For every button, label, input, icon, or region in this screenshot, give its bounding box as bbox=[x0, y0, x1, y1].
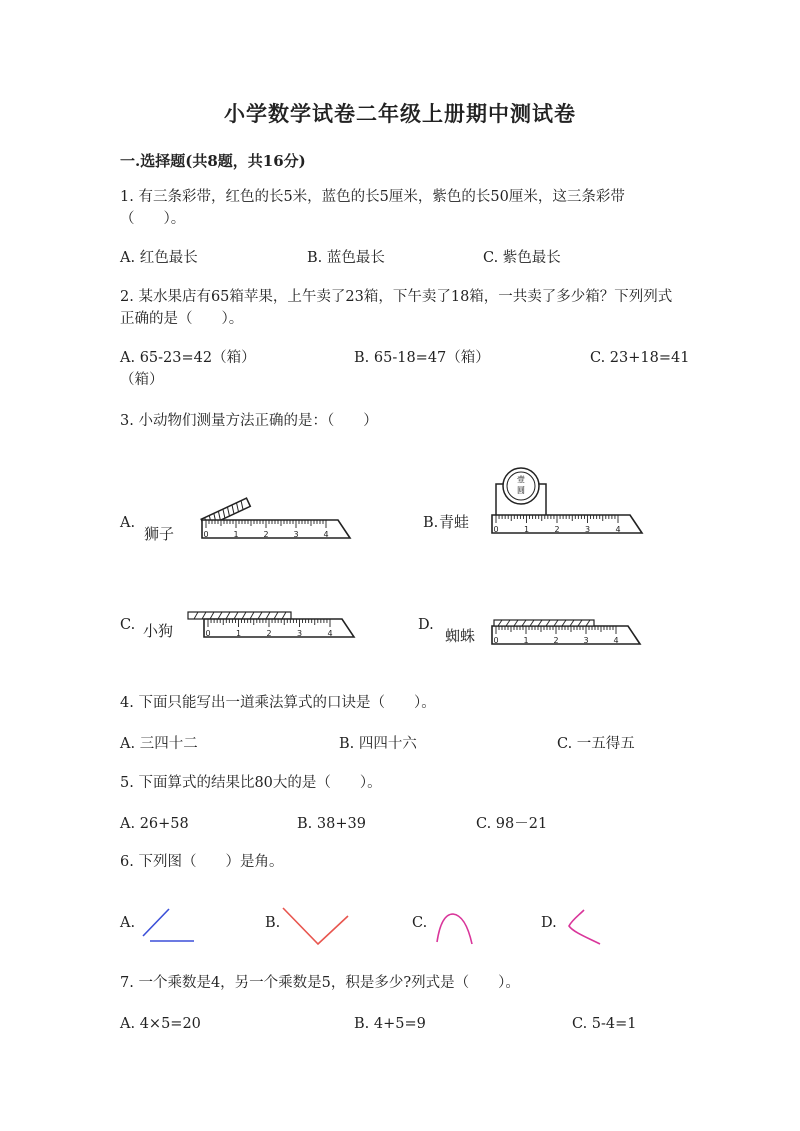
hatched-bar bbox=[188, 612, 291, 619]
figure-d-curve bbox=[569, 910, 600, 944]
section-heading: 一.选择题(共8题，共16分) bbox=[120, 152, 306, 170]
ruler-tick-label: 1 bbox=[235, 629, 242, 638]
angle-figure-c bbox=[432, 908, 478, 948]
ruler-tick-label: 2 bbox=[554, 525, 560, 534]
angle-figure-d bbox=[562, 906, 606, 948]
q1-option-b: B. 蓝色最长 bbox=[307, 250, 385, 266]
ruler-tick-label: 1 bbox=[233, 530, 239, 539]
page-title: 小学数学试卷二年级上册期中测试卷 bbox=[224, 101, 576, 126]
coin-text-bottom: 圆 bbox=[517, 486, 525, 495]
figure-c-curve bbox=[437, 914, 472, 944]
ruler-tick-label: 2 bbox=[553, 636, 559, 645]
question-1-text: 1. 有三条彩带，红色的长5米，蓝色的长5厘米，紫色的长50厘米，这三条彩带（ ）。 bbox=[120, 189, 625, 227]
ruler-tick-label: 4 bbox=[327, 629, 333, 638]
ruler-d bbox=[492, 626, 640, 645]
q7-option-b: B. 4+5=9 bbox=[354, 1016, 426, 1032]
q6-option-a: A. bbox=[120, 915, 136, 931]
q7-option-a: A. 4×5=20 bbox=[120, 1016, 201, 1032]
q6-option-d: D. bbox=[541, 915, 557, 931]
ruler-b-figure bbox=[470, 462, 650, 542]
question-3-text: 3. 小动物们测量方法正确的是：（ ） bbox=[120, 413, 378, 429]
angle-figure-b bbox=[280, 904, 352, 948]
ruler-c bbox=[204, 619, 354, 638]
ruler-d-figure bbox=[484, 614, 654, 654]
q5-option-c: C. 98－21 bbox=[476, 816, 548, 832]
figure-b-angle bbox=[283, 908, 348, 944]
hatched-bar bbox=[494, 620, 594, 626]
ruler-tick-label: 3 bbox=[584, 525, 591, 534]
angle-figure-a bbox=[138, 900, 202, 948]
q2-option-c: C. 23+18=41 bbox=[590, 350, 690, 366]
ruler-tick-label: 4 bbox=[613, 636, 619, 645]
q7-option-c: C. 5-4=1 bbox=[572, 1016, 637, 1032]
question-6-text: 6. 下列图（ ）是角。 bbox=[120, 854, 284, 870]
q5-option-a: A. 26+58 bbox=[120, 816, 189, 832]
q3-option-c-letter: C. bbox=[120, 617, 136, 633]
q5-option-b: B. 38+39 bbox=[297, 816, 366, 832]
q2-option-b: B. 65-18=47（箱） bbox=[354, 350, 490, 366]
q6-option-b: B. bbox=[265, 915, 281, 931]
question-7-text: 7. 一个乘数是4，另一个乘数是5，积是多少?列式是（ ）。 bbox=[120, 975, 520, 991]
ruler-tick-label: 3 bbox=[296, 629, 303, 638]
ruler-tick-label: 3 bbox=[583, 636, 589, 645]
ruler-a-figure bbox=[190, 488, 360, 548]
q3-option-d-letter: D. bbox=[418, 617, 434, 633]
ruler-tick-label: 0 bbox=[203, 530, 209, 539]
q3-option-d-animal: 蜘蛛 bbox=[445, 627, 476, 645]
ruler-b bbox=[492, 515, 642, 534]
q1-option-c: C. 紫色最长 bbox=[483, 250, 561, 266]
q2-option-a: A. 65-23=42（箱） bbox=[120, 350, 256, 366]
ruler-tick-label: 4 bbox=[323, 530, 329, 539]
q3-option-a-letter: A. bbox=[120, 515, 136, 531]
q1-option-a: A. 红色最长 bbox=[120, 250, 198, 266]
ruler-tick-label: 0 bbox=[493, 636, 499, 645]
figure-a-slanted-line bbox=[143, 909, 169, 936]
question-4-text: 4. 下面只能写出一道乘法算式的口诀是（ ）。 bbox=[120, 695, 436, 711]
q4-option-a: A. 三四十二 bbox=[120, 736, 198, 752]
q3-option-b-animal: 青蛙 bbox=[439, 513, 470, 531]
ruler-tick-label: 3 bbox=[293, 530, 299, 539]
q2-option-c-continued: （箱） bbox=[120, 372, 164, 388]
ruler-tick-label: 0 bbox=[493, 525, 499, 534]
ruler-tick-label: 2 bbox=[263, 530, 269, 539]
question-5-text: 5. 下面算式的结果比80大的是（ ）。 bbox=[120, 775, 382, 791]
q4-option-c: C. 一五得五 bbox=[557, 736, 635, 752]
q6-option-c: C. bbox=[412, 915, 428, 931]
q3-option-b-letter: B. bbox=[423, 515, 439, 531]
ruler-tick-label: 0 bbox=[205, 629, 211, 638]
q4-option-b: B. 四四十六 bbox=[339, 736, 417, 752]
ruler-a bbox=[202, 520, 350, 539]
ruler-tick-label: 4 bbox=[615, 525, 621, 534]
q3-option-a-animal: 狮子 bbox=[144, 525, 175, 543]
q3-option-c-animal: 小狗 bbox=[143, 622, 174, 640]
ruler-tick-label: 2 bbox=[266, 629, 272, 638]
ruler-tick-label: 1 bbox=[523, 636, 529, 645]
coin-on-ruler bbox=[496, 468, 546, 516]
question-2-text: 2. 某水果店有65箱苹果，上午卖了23箱，下午卖了18箱，一共卖了多少箱？下列列式正确的是（ ）。 bbox=[120, 289, 673, 327]
coin-text-top: 壹 bbox=[517, 475, 525, 484]
ruler-tick-label: 1 bbox=[523, 525, 530, 534]
ruler-c-figure bbox=[184, 608, 364, 648]
